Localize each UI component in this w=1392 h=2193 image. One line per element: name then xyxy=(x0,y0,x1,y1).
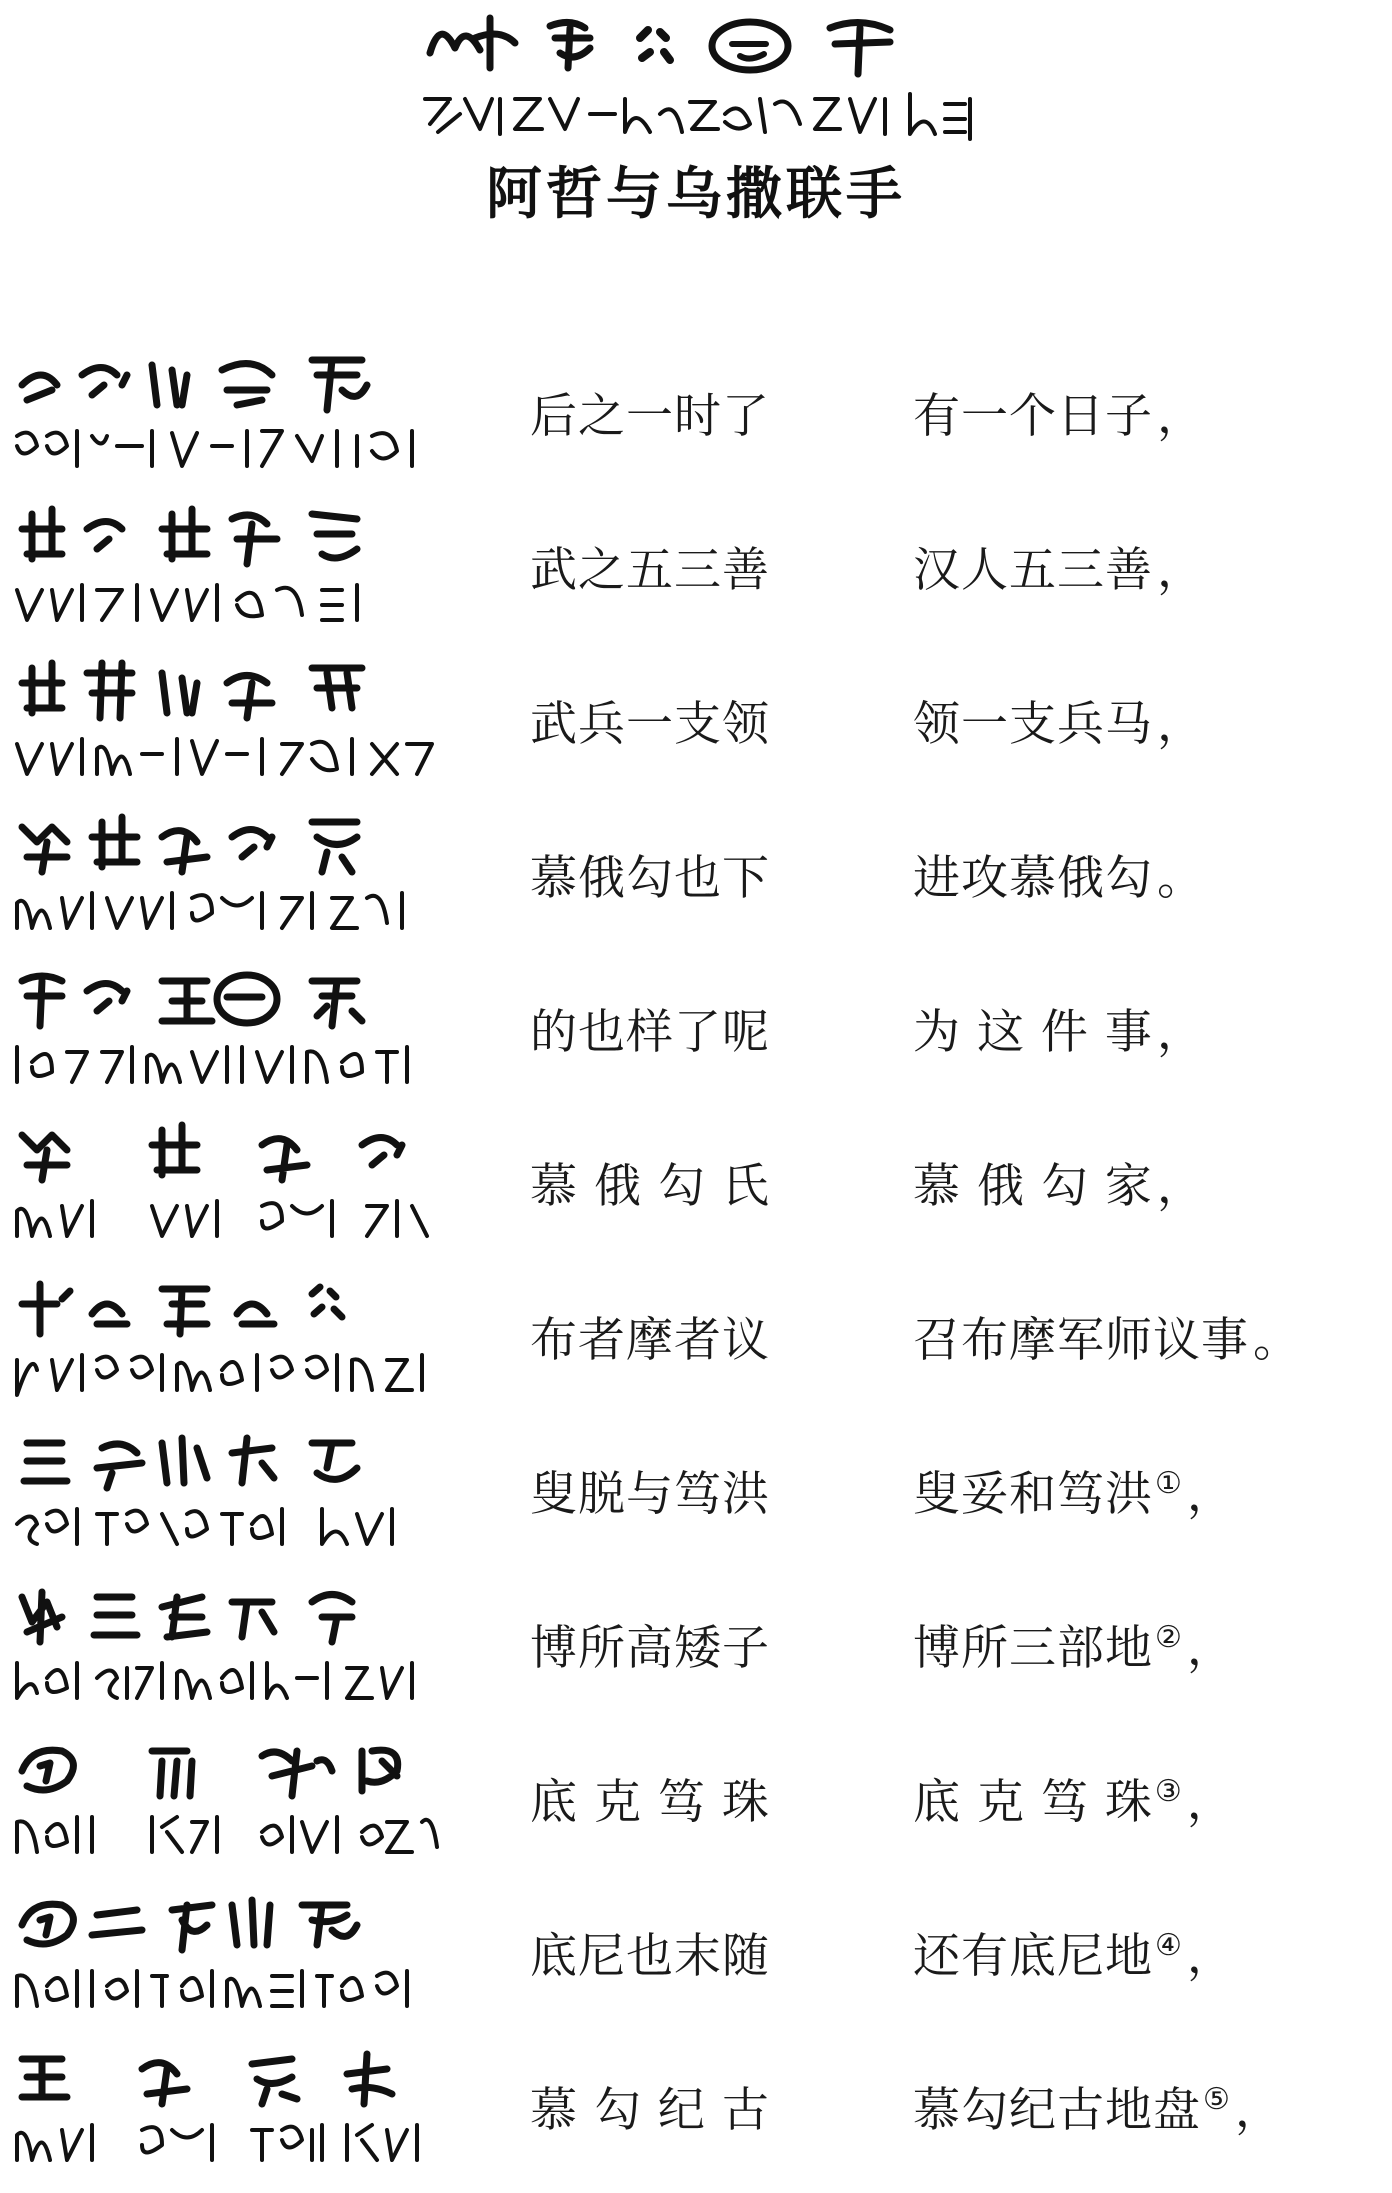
verse-free-text: 叟妥和笃洪 xyxy=(913,1467,1153,1522)
verse-literal-translation: 的也样了呢 xyxy=(530,1005,770,1060)
verse-row xyxy=(0,1885,1392,2039)
verse-punctuation: ， xyxy=(1186,1929,1235,1984)
verse-free-text: 慕勾纪古地盘 xyxy=(913,2083,1201,2138)
verse-free-text: 底 克 笃 珠 xyxy=(913,1775,1153,1830)
yi-script-image xyxy=(12,2039,452,2117)
verse-free-translation xyxy=(913,687,1205,754)
yi-script-image xyxy=(12,1269,452,1347)
verse-punctuation: ， xyxy=(1186,1467,1235,1522)
verse-literal-translation: 后之一时了 xyxy=(530,389,770,444)
verse-literal-translation: 慕俄勾也下 xyxy=(530,851,770,906)
verse-row xyxy=(0,1577,1392,1731)
verse-free-translation xyxy=(913,1457,1235,1524)
verse-free-text: 汉人五三善 xyxy=(913,543,1153,598)
verse-literal-translation: 叟脱与笃洪 xyxy=(530,1467,770,1522)
footnote-marker: ① xyxy=(1155,1466,1183,1502)
yi-phonetic-image xyxy=(12,1807,452,1859)
page-title: 阿哲与乌撒联手 xyxy=(486,161,906,227)
verse-free-text: 还有底尼地 xyxy=(913,1929,1153,1984)
verse-row xyxy=(0,2039,1392,2193)
yi-script-image xyxy=(12,1423,452,1501)
verse-row xyxy=(0,807,1392,961)
yi-phonetic-image xyxy=(12,2115,452,2167)
verse-free-text: 有一个日子 xyxy=(913,389,1153,444)
yi-title-script-image xyxy=(420,8,980,78)
verse-punctuation: ， xyxy=(1156,1159,1205,1214)
yi-script-image xyxy=(12,499,452,577)
verse-literal-translation: 底尼也末随 xyxy=(530,1929,770,1984)
verse-punctuation: ， xyxy=(1156,1005,1205,1060)
yi-title-phonetic-image xyxy=(420,84,980,144)
verse-free-text: 召布摩军师议事 xyxy=(913,1313,1249,1368)
verse-literal-translation: 慕 俄 勾 氏 xyxy=(530,1159,770,1214)
verse-literal-translation: 武兵一支领 xyxy=(530,697,770,752)
verse-literal-translation: 博所高矮子 xyxy=(530,1621,770,1676)
verse-literal-translation: 底 克 笃 珠 xyxy=(530,1775,770,1830)
verse-free-translation xyxy=(913,533,1205,600)
page-header xyxy=(0,0,1392,260)
verse-row xyxy=(0,499,1392,653)
verse-free-translation xyxy=(913,1611,1235,1678)
yi-script-image xyxy=(12,807,452,885)
verse-row xyxy=(0,653,1392,807)
yi-phonetic-image xyxy=(12,575,452,627)
verse-row xyxy=(0,345,1392,499)
verse-free-translation xyxy=(913,1303,1301,1370)
verse-free-text: 为 这 件 事 xyxy=(913,1005,1153,1060)
verse-free-translation xyxy=(913,1919,1235,1986)
yi-script-image xyxy=(12,1731,452,1809)
footnote-marker: ④ xyxy=(1155,1928,1183,1964)
verse-free-translation xyxy=(913,995,1205,1062)
verse-literal-translation: 慕 勾 纪 古 xyxy=(530,2083,770,2138)
footnote-marker: ③ xyxy=(1154,1774,1183,1810)
verse-punctuation: 。 xyxy=(1157,851,1205,906)
yi-script-image xyxy=(12,653,452,731)
verse-free-text: 领一支兵马 xyxy=(913,697,1153,752)
verse-punctuation: ， xyxy=(1186,1621,1235,1676)
verse-free-translation xyxy=(913,2073,1283,2140)
yi-phonetic-image xyxy=(12,1961,452,2013)
verse-punctuation: ， xyxy=(1157,697,1205,752)
verse-row xyxy=(0,1269,1392,1423)
yi-phonetic-image xyxy=(12,729,452,781)
verse-free-text: 进攻慕俄勾 xyxy=(913,851,1153,906)
verse-row xyxy=(0,961,1392,1115)
footnote-marker: ② xyxy=(1155,1620,1183,1656)
verse-free-text: 博所三部地 xyxy=(913,1621,1153,1676)
verse-row xyxy=(0,1731,1392,1885)
verse-free-translation xyxy=(913,1149,1205,1216)
verse-free-text: 慕 俄 勾 家 xyxy=(913,1159,1153,1214)
yi-script-image xyxy=(12,961,452,1039)
yi-script-image xyxy=(12,345,452,423)
yi-phonetic-image xyxy=(12,421,452,473)
verse-punctuation: 。 xyxy=(1253,1313,1301,1368)
verse-list xyxy=(0,345,1392,2193)
yi-phonetic-image xyxy=(12,883,452,935)
yi-script-image xyxy=(12,1885,452,1963)
footnote-marker: ⑤ xyxy=(1203,2082,1231,2118)
yi-script-image xyxy=(12,1577,452,1655)
verse-free-translation xyxy=(913,841,1205,908)
verse-punctuation: ， xyxy=(1157,543,1205,598)
yi-phonetic-image xyxy=(12,1037,452,1089)
verse-literal-translation: 武之五三善 xyxy=(530,543,770,598)
verse-punctuation: ， xyxy=(1234,2083,1283,2138)
yi-phonetic-image xyxy=(12,1653,452,1705)
verse-free-translation xyxy=(913,379,1205,446)
verse-row xyxy=(0,1423,1392,1577)
verse-row xyxy=(0,1115,1392,1269)
verse-free-translation xyxy=(913,1765,1235,1832)
verse-punctuation: ， xyxy=(1157,389,1205,444)
verse-literal-translation: 布者摩者议 xyxy=(530,1313,770,1368)
yi-script-image xyxy=(12,1115,452,1193)
yi-phonetic-image xyxy=(12,1499,452,1551)
verse-punctuation: ， xyxy=(1186,1775,1235,1830)
yi-phonetic-image xyxy=(12,1191,452,1243)
yi-phonetic-image xyxy=(12,1345,452,1397)
